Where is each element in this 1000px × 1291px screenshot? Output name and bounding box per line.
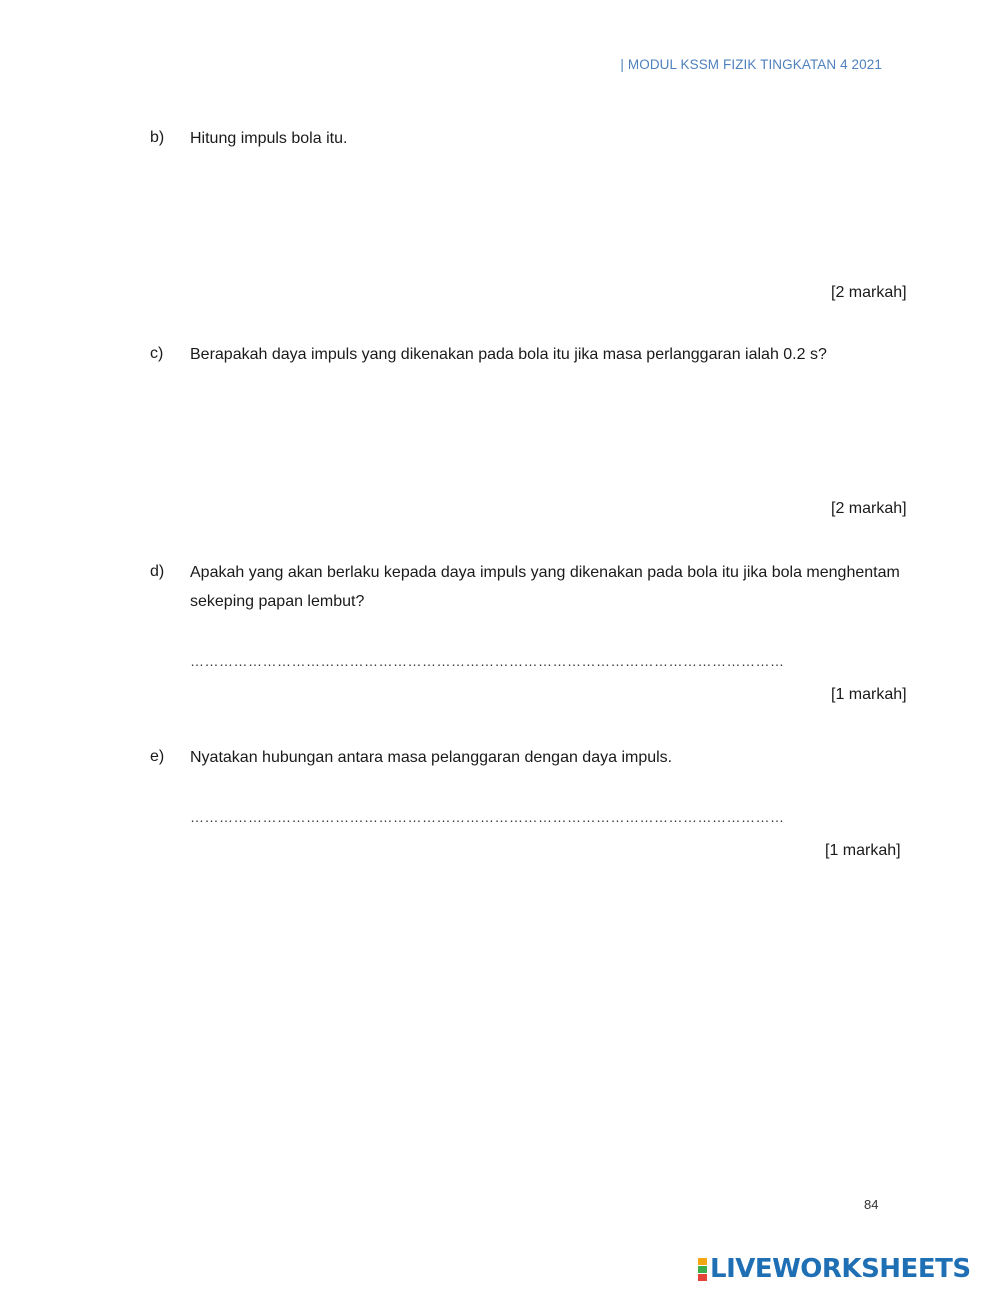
liveworksheets-logo	[698, 1256, 971, 1282]
question-d-label: d)	[150, 563, 165, 580]
question-e-label: e)	[150, 748, 165, 765]
question-e-text: Nyatakan hubungan antara masa pelanggaran dengan daya impuls.	[190, 749, 673, 766]
logo-text: LIVEWORKSHEETS	[710, 1254, 971, 1284]
question-d-marks: [1 markah]	[831, 686, 907, 703]
question-d-text: Apakah yang akan berlaku kepada daya impuls yang dikenakan pada bola itu jika bola menghentam sekeping papan lembut?	[190, 564, 900, 610]
module-header: | MODUL KSSM FIZIK TINGKATAN 4 2021	[620, 57, 882, 72]
logo-block-i	[698, 1266, 707, 1273]
question-c-label: c)	[150, 345, 164, 362]
logo-block-v	[698, 1274, 707, 1281]
question-b-text: Hitung impuls bola itu.	[190, 130, 348, 147]
question-b-label: b)	[150, 129, 165, 146]
question-e-answer-line[interactable]: ……………………………………………………………………………………………………………	[190, 809, 785, 825]
question-b-marks: [2 markah]	[831, 284, 907, 301]
question-c-text: Berapakah daya impuls yang dikenakan pada bola itu jika masa perlanggaran ialah 0.2 s?	[190, 346, 827, 363]
question-e-marks: [1 markah]	[825, 842, 901, 859]
question-d-answer-line[interactable]: ……………………………………………………………………………………………………………	[190, 653, 785, 669]
page-number: 84	[864, 1197, 879, 1212]
question-c-marks: [2 markah]	[831, 500, 907, 517]
logo-block-l	[698, 1258, 707, 1265]
logo-blocks-icon	[698, 1258, 707, 1281]
